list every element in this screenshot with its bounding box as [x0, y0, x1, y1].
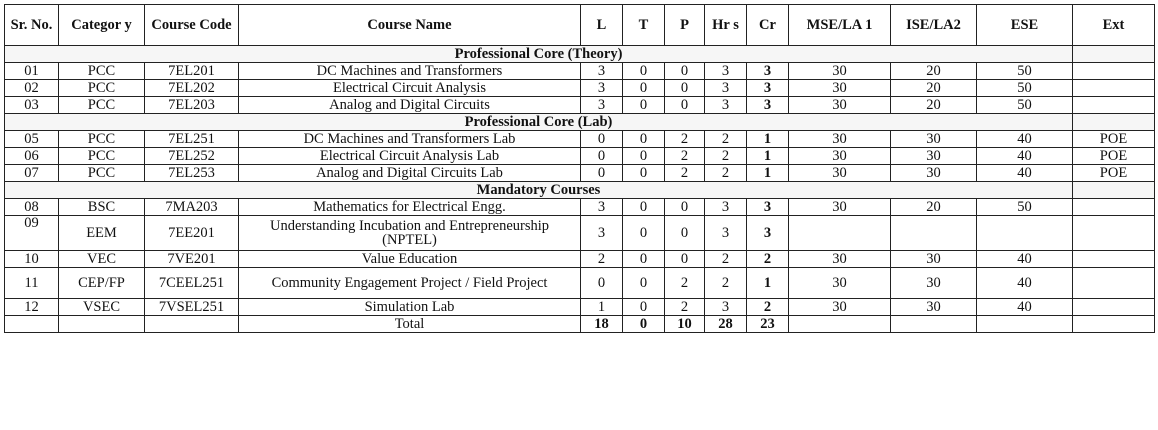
- cell-mse: 30: [789, 268, 891, 299]
- cell-mse: 30: [789, 165, 891, 182]
- cell-sr: 07: [5, 165, 59, 182]
- cell-hrs: 3: [705, 216, 747, 251]
- cell-hrs: 2: [705, 131, 747, 148]
- cell-category: CEP/FP: [59, 268, 145, 299]
- cell-mse: 30: [789, 80, 891, 97]
- cell-mse: 30: [789, 251, 891, 268]
- cell-course-code: 7EL203: [145, 97, 239, 114]
- cell-mse: 30: [789, 131, 891, 148]
- cell-ese: 40: [977, 131, 1073, 148]
- cell-course-name: Electrical Circuit Analysis Lab: [239, 148, 581, 165]
- table-row: [5, 268, 1155, 299]
- cell-p: 2: [665, 148, 705, 165]
- cell-t: 0: [623, 148, 665, 165]
- header-l: L: [581, 5, 623, 46]
- total-empty-cell: [59, 316, 145, 333]
- cell-course-code: 7EL202: [145, 80, 239, 97]
- cell-ise: 20: [891, 63, 977, 80]
- total-empty-cell: [145, 316, 239, 333]
- cell-ise: 20: [891, 80, 977, 97]
- cell-ise: 30: [891, 299, 977, 316]
- cell-category: PCC: [59, 97, 145, 114]
- cell-ext: [1073, 251, 1155, 268]
- header-hrs: Hr s: [705, 5, 747, 46]
- cell-cr: 2: [747, 299, 789, 316]
- cell-t: 0: [623, 268, 665, 299]
- cell-sr: 03: [5, 97, 59, 114]
- cell-mse: 30: [789, 299, 891, 316]
- cell-sr: 11: [5, 268, 59, 299]
- cell-mse: 30: [789, 97, 891, 114]
- header-sr: Sr. No.: [5, 5, 59, 46]
- table-row: [5, 251, 1155, 268]
- cell-course-code: 7MA203: [145, 199, 239, 216]
- table-row: [5, 148, 1155, 165]
- cell-mse: 30: [789, 148, 891, 165]
- cell-ise: 20: [891, 199, 977, 216]
- total-cr: 23: [747, 316, 789, 333]
- cell-cr: 1: [747, 268, 789, 299]
- cell-cr: 3: [747, 199, 789, 216]
- cell-cr: 1: [747, 165, 789, 182]
- cell-category: BSC: [59, 199, 145, 216]
- cell-course-name: Simulation Lab: [239, 299, 581, 316]
- cell-course-name: Community Engagement Project / Field Project: [239, 268, 581, 299]
- cell-hrs: 3: [705, 80, 747, 97]
- cell-t: 0: [623, 165, 665, 182]
- header-mse: MSE/LA 1: [789, 5, 891, 46]
- cell-ext: [1073, 216, 1155, 251]
- cell-ext: [1073, 299, 1155, 316]
- cell-course-name: Value Education: [239, 251, 581, 268]
- cell-t: 0: [623, 131, 665, 148]
- cell-sr: 08: [5, 199, 59, 216]
- cell-cr: 2: [747, 251, 789, 268]
- cell-l: 3: [581, 199, 623, 216]
- cell-course-name: Analog and Digital Circuits: [239, 97, 581, 114]
- section-ext-cell: [1073, 114, 1155, 131]
- total-empty-cell: [977, 316, 1073, 333]
- table-row: [5, 165, 1155, 182]
- cell-course-name: Analog and Digital Circuits Lab: [239, 165, 581, 182]
- cell-mse: 30: [789, 63, 891, 80]
- cell-ext: POE: [1073, 165, 1155, 182]
- cell-cr: 3: [747, 216, 789, 251]
- cell-ese: 40: [977, 299, 1073, 316]
- cell-course-code: 7CEEL251: [145, 268, 239, 299]
- cell-category: PCC: [59, 131, 145, 148]
- cell-l: 3: [581, 97, 623, 114]
- cell-ese: 40: [977, 268, 1073, 299]
- total-empty-cell: [891, 316, 977, 333]
- cell-cr: 3: [747, 63, 789, 80]
- cell-sr: 12: [5, 299, 59, 316]
- cell-p: 0: [665, 97, 705, 114]
- cell-l: 3: [581, 63, 623, 80]
- cell-ise: 30: [891, 131, 977, 148]
- cell-course-code: 7EL201: [145, 63, 239, 80]
- header-course-code: Course Code: [145, 5, 239, 46]
- cell-course-code: 7EL252: [145, 148, 239, 165]
- cell-ise: 30: [891, 251, 977, 268]
- table-row: [5, 299, 1155, 316]
- cell-ext: [1073, 97, 1155, 114]
- cell-cr: 3: [747, 80, 789, 97]
- cell-ext: POE: [1073, 131, 1155, 148]
- cell-course-name: Mathematics for Electrical Engg.: [239, 199, 581, 216]
- cell-p: 2: [665, 268, 705, 299]
- cell-t: 0: [623, 97, 665, 114]
- table-row: [5, 63, 1155, 80]
- cell-category: VEC: [59, 251, 145, 268]
- cell-p: 2: [665, 299, 705, 316]
- cell-mse: 30: [789, 199, 891, 216]
- cell-t: 0: [623, 251, 665, 268]
- cell-p: 0: [665, 251, 705, 268]
- cell-sr: 02: [5, 80, 59, 97]
- cell-hrs: 2: [705, 165, 747, 182]
- header-ise: ISE/LA2: [891, 5, 977, 46]
- section-title: Professional Core (Theory): [5, 46, 1073, 63]
- header-t: T: [623, 5, 665, 46]
- table-header: [5, 5, 1155, 46]
- cell-sr: 05: [5, 131, 59, 148]
- cell-hrs: 3: [705, 63, 747, 80]
- total-empty-cell: [1073, 316, 1155, 333]
- table-row: [5, 80, 1155, 97]
- total-hrs: 28: [705, 316, 747, 333]
- cell-ise: 30: [891, 268, 977, 299]
- course-scheme: [4, 4, 1155, 333]
- header-cr: Cr: [747, 5, 789, 46]
- cell-course-code: 7EE201: [145, 216, 239, 251]
- total-empty-cell: [5, 316, 59, 333]
- cell-l: 0: [581, 148, 623, 165]
- section-title: Professional Core (Lab): [5, 114, 1073, 131]
- cell-sr: 01: [5, 63, 59, 80]
- cell-category: PCC: [59, 80, 145, 97]
- cell-course-name: DC Machines and Transformers: [239, 63, 581, 80]
- cell-cr: 3: [747, 97, 789, 114]
- cell-ese: 50: [977, 80, 1073, 97]
- cell-hrs: 3: [705, 199, 747, 216]
- cell-ise: 30: [891, 148, 977, 165]
- header-ese: ESE: [977, 5, 1073, 46]
- cell-course-name: Understanding Incubation and Entrepreneurship (NPTEL): [239, 216, 581, 251]
- header-category: Categor y: [59, 5, 145, 46]
- section-row: [5, 182, 1155, 199]
- cell-ese: 50: [977, 97, 1073, 114]
- cell-ext: [1073, 80, 1155, 97]
- cell-l: 3: [581, 80, 623, 97]
- table-row: [5, 97, 1155, 114]
- cell-ese: 40: [977, 251, 1073, 268]
- section-ext-cell: [1073, 46, 1155, 63]
- cell-course-name: Electrical Circuit Analysis: [239, 80, 581, 97]
- cell-hrs: 2: [705, 148, 747, 165]
- course-scheme-table: [4, 4, 1155, 333]
- cell-ese: 50: [977, 199, 1073, 216]
- cell-ese: 40: [977, 165, 1073, 182]
- cell-l: 0: [581, 131, 623, 148]
- cell-course-code: 7VE201: [145, 251, 239, 268]
- table-row: [5, 199, 1155, 216]
- cell-ese: [977, 216, 1073, 251]
- cell-hrs: 3: [705, 97, 747, 114]
- cell-mse: [789, 216, 891, 251]
- total-l: 18: [581, 316, 623, 333]
- cell-category: PCC: [59, 148, 145, 165]
- cell-category: EEM: [59, 216, 145, 251]
- cell-p: 0: [665, 199, 705, 216]
- total-label: Total: [239, 316, 581, 333]
- cell-ext: [1073, 63, 1155, 80]
- cell-ese: 40: [977, 148, 1073, 165]
- cell-ext: [1073, 268, 1155, 299]
- cell-hrs: 2: [705, 268, 747, 299]
- section-title: Mandatory Courses: [5, 182, 1073, 199]
- cell-category: PCC: [59, 165, 145, 182]
- section-row: [5, 46, 1155, 63]
- total-empty-cell: [789, 316, 891, 333]
- cell-t: 0: [623, 299, 665, 316]
- cell-ext: [1073, 199, 1155, 216]
- cell-p: 0: [665, 216, 705, 251]
- total-t: 0: [623, 316, 665, 333]
- cell-p: 2: [665, 131, 705, 148]
- cell-hrs: 3: [705, 299, 747, 316]
- cell-l: 0: [581, 165, 623, 182]
- cell-sr: 10: [5, 251, 59, 268]
- header-ext: Ext: [1073, 5, 1155, 46]
- cell-ese: 50: [977, 63, 1073, 80]
- cell-ise: [891, 216, 977, 251]
- cell-l: 3: [581, 216, 623, 251]
- table-row: [5, 216, 1155, 251]
- header-p: P: [665, 5, 705, 46]
- cell-sr: 09: [5, 216, 59, 251]
- cell-l: 2: [581, 251, 623, 268]
- header-course-name: Course Name: [239, 5, 581, 46]
- cell-course-code: 7EL251: [145, 131, 239, 148]
- cell-l: 0: [581, 268, 623, 299]
- cell-sr: 06: [5, 148, 59, 165]
- cell-t: 0: [623, 80, 665, 97]
- cell-p: 2: [665, 165, 705, 182]
- table-row: [5, 131, 1155, 148]
- cell-p: 0: [665, 80, 705, 97]
- cell-p: 0: [665, 63, 705, 80]
- cell-l: 1: [581, 299, 623, 316]
- cell-t: 0: [623, 216, 665, 251]
- cell-t: 0: [623, 199, 665, 216]
- total-p: 10: [665, 316, 705, 333]
- cell-cr: 1: [747, 131, 789, 148]
- cell-course-code: 7EL253: [145, 165, 239, 182]
- section-ext-cell: [1073, 182, 1155, 199]
- total-row: [5, 316, 1155, 333]
- cell-course-name: DC Machines and Transformers Lab: [239, 131, 581, 148]
- cell-category: PCC: [59, 63, 145, 80]
- cell-ext: POE: [1073, 148, 1155, 165]
- cell-ise: 30: [891, 165, 977, 182]
- cell-category: VSEC: [59, 299, 145, 316]
- cell-hrs: 2: [705, 251, 747, 268]
- cell-cr: 1: [747, 148, 789, 165]
- section-row: [5, 114, 1155, 131]
- cell-t: 0: [623, 63, 665, 80]
- cell-course-code: 7VSEL251: [145, 299, 239, 316]
- cell-ise: 20: [891, 97, 977, 114]
